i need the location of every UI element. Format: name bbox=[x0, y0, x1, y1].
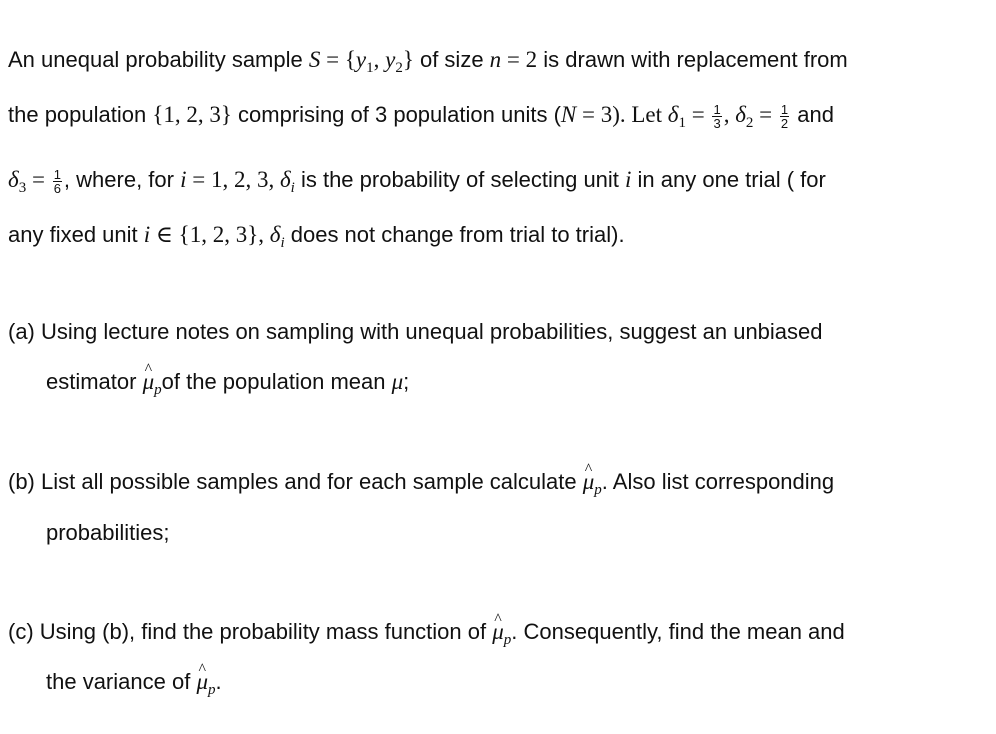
text: List all possible samples and for each sample calculate bbox=[41, 469, 583, 494]
fraction-one-third bbox=[712, 103, 721, 130]
text: is drawn with replacement from bbox=[537, 47, 848, 72]
intro-line-2 bbox=[8, 101, 834, 137]
math-mu: μ bbox=[391, 369, 404, 394]
subscript: p bbox=[503, 632, 512, 648]
fraction-denominator: 3 bbox=[713, 115, 721, 131]
math: = bbox=[753, 102, 778, 127]
part-label: (c) bbox=[8, 619, 34, 644]
part-c-line-2 bbox=[46, 668, 222, 704]
text: of the population mean bbox=[161, 369, 392, 394]
math: = 2 bbox=[501, 47, 538, 72]
math-i: i bbox=[625, 167, 632, 192]
part-label: (b) bbox=[8, 469, 35, 494]
fraction-denominator: 2 bbox=[780, 115, 789, 131]
subscript: p bbox=[594, 482, 602, 498]
fraction-one-half bbox=[780, 103, 789, 130]
subscript: p bbox=[154, 382, 162, 398]
math: = bbox=[26, 167, 51, 192]
text: . Consequently, find the mean and bbox=[511, 619, 845, 644]
subscript: 1 bbox=[678, 115, 686, 131]
math-mu-hat: ^ μ bbox=[143, 368, 155, 396]
text: ; bbox=[403, 369, 410, 394]
subscript: i bbox=[290, 180, 295, 196]
math: = 1, 2, 3, bbox=[186, 167, 280, 192]
math-delta: δ bbox=[735, 102, 746, 127]
math-delta: δ bbox=[8, 167, 19, 192]
part-b-line-2 bbox=[46, 519, 170, 547]
math-delta: δ bbox=[667, 102, 679, 127]
subscript: 1 bbox=[366, 60, 374, 76]
text: where, for bbox=[76, 167, 181, 192]
text: is the probability of selecting unit bbox=[294, 167, 626, 192]
math-y: y bbox=[355, 47, 367, 72]
text: in any one trial ( for bbox=[631, 167, 826, 192]
math: } bbox=[402, 47, 414, 72]
math-mu-hat: ^ μ bbox=[196, 668, 208, 696]
math-y: y bbox=[385, 47, 396, 72]
math-mu-hat: ^ μ bbox=[492, 618, 504, 646]
subscript: 2 bbox=[395, 60, 403, 76]
math-N: N bbox=[560, 102, 577, 127]
fraction-numerator: 1 bbox=[780, 101, 789, 117]
fraction-one-sixth bbox=[53, 168, 62, 195]
math: = bbox=[685, 102, 711, 127]
math-i: i bbox=[143, 222, 151, 247]
part-c-line-1 bbox=[8, 618, 845, 654]
math-n: n bbox=[489, 47, 502, 72]
text: and bbox=[791, 102, 834, 127]
text: Using (b), find the probability mass function of bbox=[39, 619, 493, 644]
intro-line-1 bbox=[8, 46, 848, 82]
math-set: {1, 2, 3} bbox=[152, 102, 232, 127]
math: , bbox=[723, 102, 736, 127]
intro-line-4 bbox=[8, 221, 625, 257]
text: estimator bbox=[46, 369, 143, 394]
math: = { bbox=[320, 47, 356, 72]
text: , bbox=[63, 167, 77, 192]
fraction-denominator: 6 bbox=[53, 180, 61, 196]
part-b-line-1 bbox=[8, 468, 834, 504]
text: does not change from trial to trial). bbox=[284, 222, 625, 247]
text: probabilities; bbox=[46, 520, 170, 545]
subscript: p bbox=[207, 682, 216, 698]
text: of size bbox=[413, 47, 490, 72]
subscript: 3 bbox=[18, 180, 27, 196]
text: any fixed unit bbox=[8, 222, 144, 247]
math-S: S bbox=[308, 47, 321, 72]
math: ∈ {1, 2, 3}, bbox=[150, 222, 270, 247]
intro-line-3 bbox=[8, 166, 826, 202]
fraction-numerator: 1 bbox=[53, 166, 61, 182]
text: the variance of bbox=[46, 669, 197, 694]
part-a-line-2 bbox=[46, 368, 409, 404]
subscript: i bbox=[280, 235, 285, 251]
math: , bbox=[373, 47, 386, 72]
part-a-line-1 bbox=[8, 318, 823, 346]
math: = 3). Let bbox=[576, 102, 668, 127]
math-i: i bbox=[180, 167, 187, 192]
text: the population bbox=[8, 102, 153, 127]
text: An unequal probability sample bbox=[8, 47, 309, 72]
math-mu-hat: ^ μ bbox=[583, 468, 595, 496]
subscript: 2 bbox=[745, 115, 754, 131]
math-delta: δ bbox=[269, 222, 281, 247]
part-label: (a) bbox=[8, 319, 35, 344]
fraction-numerator: 1 bbox=[713, 101, 721, 117]
text: Using lecture notes on sampling with unequal probabilities, suggest an unbiased bbox=[41, 319, 823, 344]
math-delta: δ bbox=[279, 167, 291, 192]
text: . Also list corresponding bbox=[601, 469, 835, 494]
text: . bbox=[215, 669, 222, 694]
text: comprising of 3 population units ( bbox=[231, 102, 561, 127]
